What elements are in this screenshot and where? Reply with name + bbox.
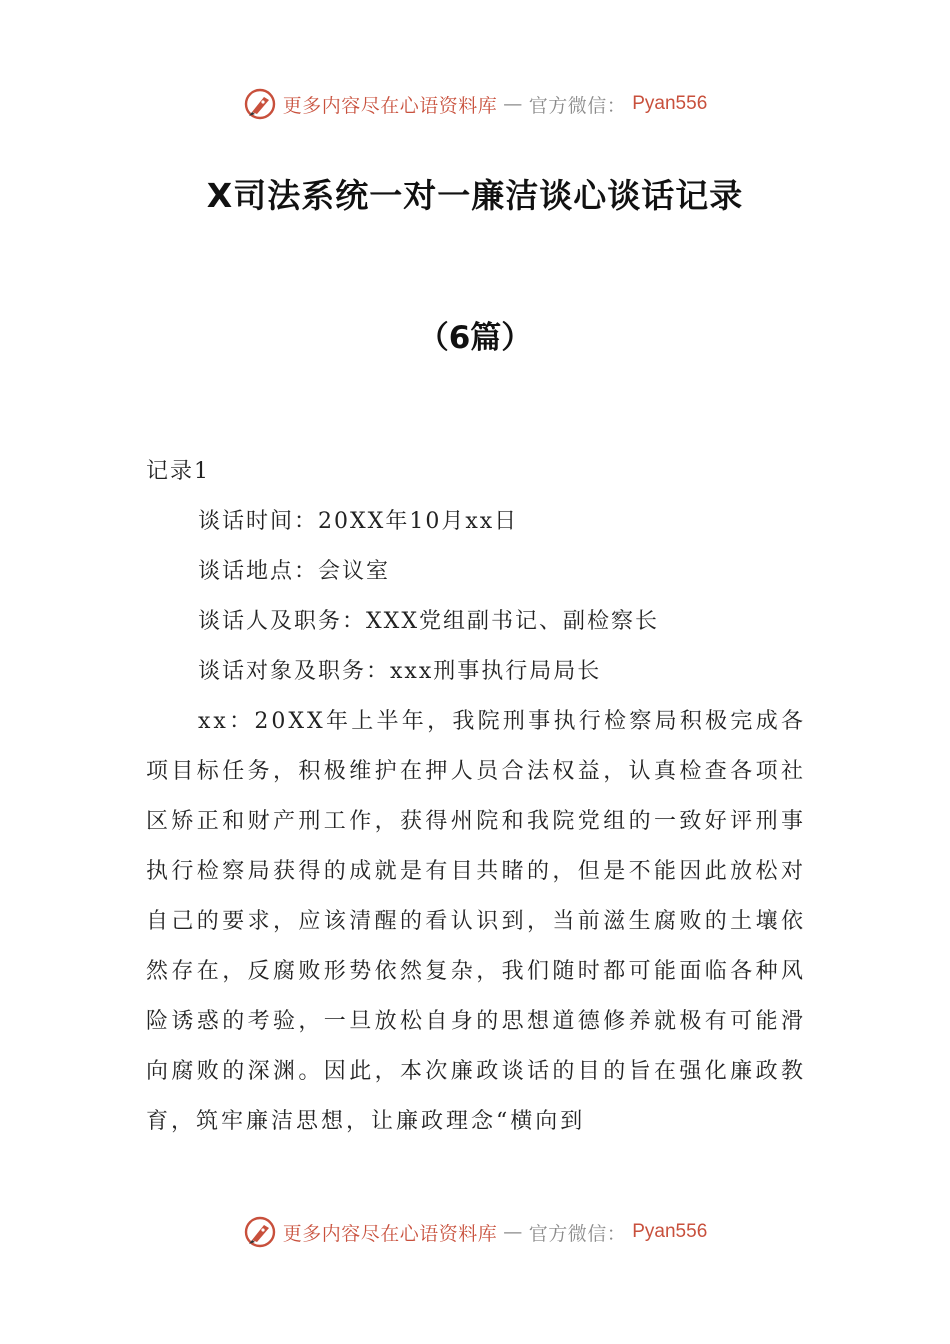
watermark-dash: — [503, 1221, 523, 1243]
watermark-wechat-label: 官方微信： [528, 94, 627, 117]
footer-watermark [0, 1212, 950, 1252]
document-body [146, 447, 806, 1134]
pen-nib-logo-icon [243, 87, 277, 121]
field-location: 谈话地点：会议室 [198, 559, 391, 584]
watermark-wechat-id: Pyan556 [632, 1221, 708, 1242]
watermark-text: 更多内容尽在心语资料库 [282, 94, 498, 117]
document-title: X司法系统一对一廉洁谈心谈话记录 [206, 176, 744, 215]
field-interviewer: 谈话人及职务：XXX党组副书记、副检察长 [198, 609, 659, 634]
watermark-dash: — [503, 93, 523, 115]
pen-nib-logo-icon [243, 1215, 277, 1249]
document-subtitle: （6篇） [417, 320, 533, 356]
watermark-text: 更多内容尽在心语资料库 [282, 1222, 498, 1245]
watermark-wechat-label: 官方微信： [528, 1222, 627, 1245]
header-watermark [0, 84, 950, 124]
watermark-wechat-id: Pyan556 [632, 93, 708, 114]
field-interviewee: 谈话对象及职务：xxx刑事执行局局长 [198, 659, 602, 684]
body-paragraph: xx：20XX年上半年，我院刑事执行检察局积极完成各项目标任务，积极维护在押人员合法权益，认真检查各项社区矫正和财产刑工作，获得州院和我院党组的一致好评刑事执行检察局获得的成就是有目共睹的，但是不能因此放松对自己的要求，应该清醒的看认识到，当前滋生腐败的土壤依然存在，反腐败形势依然复杂，我们随时都可能面临各种风险诱惑的考验，一旦放松自身的思想道德修养就极有可能滑向腐败的深渊。因此，本次廉政谈话的目的旨在强化廉政教育，筑牢廉洁思想，让廉政理念“横向到 [146, 709, 806, 1134]
field-time: 谈话时间：20XX年10月xx日 [198, 509, 519, 534]
record-label: 记录1 [146, 459, 210, 484]
